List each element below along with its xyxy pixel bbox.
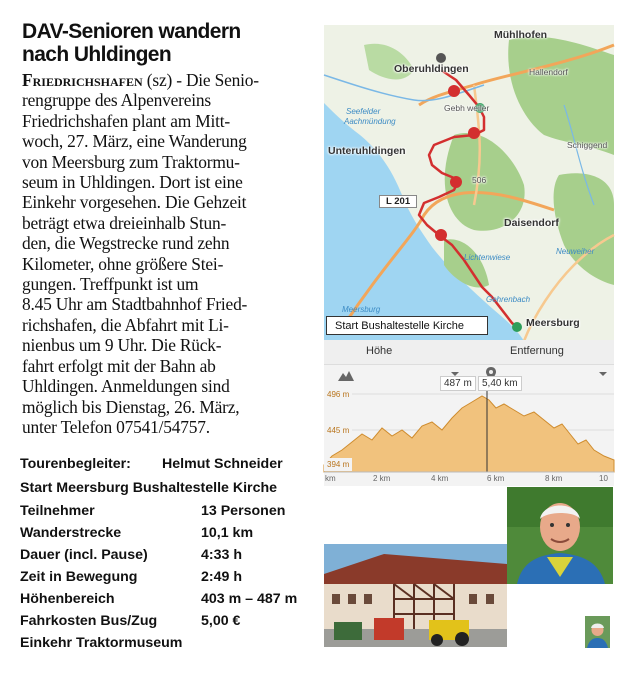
map-label-meersburg: Meersburg	[526, 317, 580, 329]
fact-label: Höhenbereich	[20, 591, 115, 607]
profile-header	[324, 340, 614, 365]
article-line: beträgt etwa dreieinhalb Stun-	[22, 212, 227, 233]
article-line: 8.45 Uhr am Stadtbahnhof Fried-	[22, 294, 248, 315]
map-label-seefelder: Seefelder	[346, 107, 381, 116]
map-label-lichtenwiese: Lichtenwiese	[464, 253, 511, 262]
article-line: richshafen, die Abfahrt mit Li-	[22, 314, 229, 335]
map-label-unteruhldingen: Unteruhldingen	[328, 145, 406, 157]
map-label-muehlhofen: Mühlhofen	[494, 29, 548, 41]
article-line: Friedrichshafen (sz) - Die Senio-	[22, 70, 259, 90]
fact-value: 403 m – 487 m	[201, 591, 298, 607]
road-badge-l201: L 201	[379, 195, 417, 208]
article-line: Einkehr vorgesehen. Die Gehzeit	[22, 192, 247, 213]
guide-portrait-photo	[507, 487, 613, 584]
map-canvas	[324, 25, 614, 341]
marker-elevation: 487 m	[440, 376, 476, 391]
fact-label: Zeit in Bewegung	[20, 569, 138, 585]
marker-distance: 5,40 km	[478, 376, 522, 391]
headline-line: DAV-Senioren wandern	[22, 20, 241, 43]
x-tick: 4 km	[431, 474, 449, 483]
x-tick: 2 km	[373, 474, 391, 483]
article-line: gungen. Treffpunkt ist um	[22, 274, 199, 295]
y-tick: 394 m	[324, 458, 352, 471]
article-headline	[22, 20, 312, 66]
guide-label: Tourenbegleiter:	[20, 456, 131, 472]
fact-label: Dauer (incl. Pause)	[20, 547, 148, 563]
x-tick: 10	[599, 474, 608, 483]
thumbnail-photo	[585, 616, 610, 648]
start-row: Start Meersburg Bushaltestelle Kirche	[20, 480, 278, 496]
distance-select-label[interactable]: Entfernung	[510, 345, 564, 357]
map-label-schiggendorf: Schiggend	[567, 140, 608, 150]
article-line: nienbus um 9 Uhr. Die Rück-	[22, 335, 222, 356]
map-label-gehrenbach: Gehrenbach	[486, 295, 531, 304]
guide-name: Helmut Schneider	[162, 456, 283, 472]
article-line: möglich bis Dienstag, 26. März,	[22, 396, 240, 417]
fact-value: 5,00 €	[201, 613, 241, 629]
route-map[interactable]	[324, 25, 614, 341]
fact-value: 13 Personen	[201, 503, 286, 519]
fact-label: Wanderstrecke	[20, 525, 122, 541]
article-line: Uhldingen. Anmeldungen sind	[22, 376, 230, 397]
map-label-daisendorf: Daisendorf	[504, 217, 559, 229]
map-label-oberuhldingen: Oberuhldingen	[394, 63, 469, 75]
elevation-profile[interactable]	[324, 340, 614, 486]
fact-value: 2:49 h	[201, 569, 243, 585]
x-tick: km	[325, 474, 336, 483]
map-label-aachmuendung: Aachmündung	[344, 117, 396, 126]
map-label-road-506: 506	[472, 175, 487, 185]
article-line: woch, 27. März, eine Wanderung	[22, 131, 247, 152]
fact-label: Fahrkosten Bus/Zug	[20, 613, 158, 629]
map-label-hallendorf: Hallendorf	[529, 67, 568, 77]
article-line: Kilometer, ohne größere Stei-	[22, 253, 224, 274]
y-tick: 496 m	[324, 388, 352, 401]
fact-label: Teilnehmer	[20, 503, 95, 519]
article-line: fahrt erfolgt mit der Bahn ab	[22, 355, 216, 376]
x-tick: 8 km	[545, 474, 563, 483]
x-tick: 6 km	[487, 474, 505, 483]
fact-value: 10,1 km	[201, 525, 254, 541]
article-line: Friedrichshafen plant am Mitt-	[22, 110, 230, 131]
map-label-gebhardsweiler: Gebh weiler	[444, 103, 490, 113]
article-line: rengruppe des Alpenvereins	[22, 90, 211, 111]
fact-value: 4:33 h	[201, 547, 243, 563]
article-line: unter Telefon 07541/54757.	[22, 416, 210, 437]
article-line: von Meersburg zum Traktormu-	[22, 151, 240, 172]
y-tick: 445 m	[324, 424, 352, 437]
article-dateline: Friedrichshafen	[22, 70, 143, 90]
headline-line: nach Uhldingen	[22, 43, 172, 66]
article-line: den, die Wegstrecke rund zehn	[22, 233, 230, 254]
start-label-box: Start Bushaltestelle Kirche	[326, 316, 488, 335]
tractor-museum-photo	[324, 544, 507, 647]
article-body	[22, 70, 314, 437]
map-label-meersburg-water: Meersburg	[342, 305, 381, 314]
article-line: seum in Uhldingen. Dort ist eine	[22, 172, 243, 193]
end-row: Einkehr Traktormuseum	[20, 635, 183, 651]
map-label-neuweiher: Neuweiher	[556, 247, 595, 256]
height-select-label[interactable]: Höhe	[366, 345, 393, 357]
